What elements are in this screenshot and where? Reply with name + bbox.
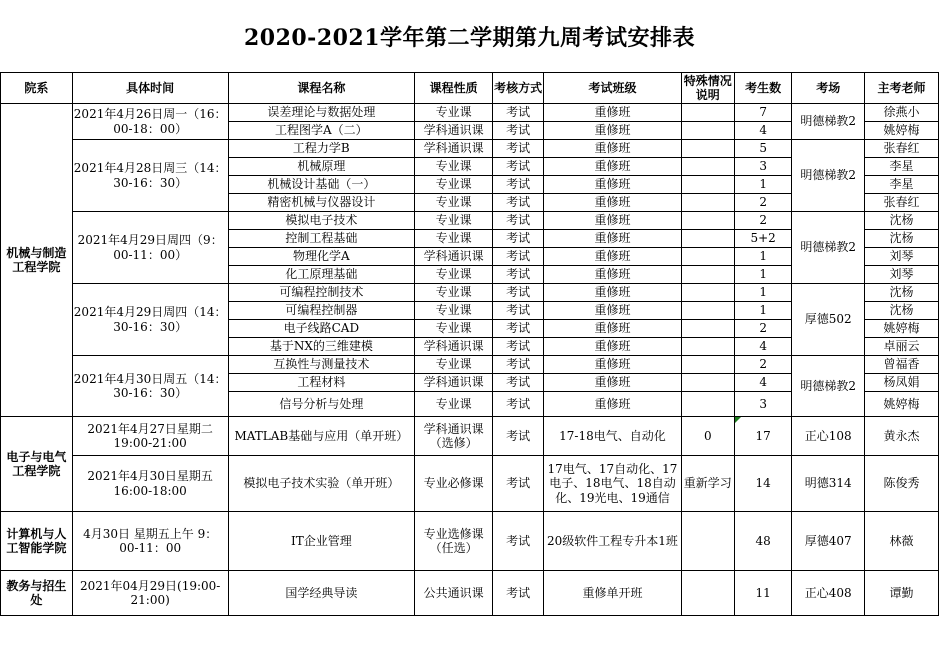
time-cell: 2021年04月29日(19:00-21:00) xyxy=(72,571,228,616)
time-cell: 2021年4月30日星期五 16:00-18:00 xyxy=(72,456,228,512)
nature-cell: 学科通识课（选修） xyxy=(415,417,493,456)
header-cell: 特殊情况说明 xyxy=(681,73,734,104)
teacher-cell: 姚婷梅 xyxy=(865,320,939,338)
nature-cell: 专业课 xyxy=(415,266,493,284)
time-cell: 2021年4月27日星期二 19:00-21:00 xyxy=(72,417,228,456)
teacher-cell: 姚婷梅 xyxy=(865,122,939,140)
note-cell xyxy=(681,212,734,230)
teacher-cell: 林薇 xyxy=(865,512,939,571)
method-cell: 考试 xyxy=(493,456,544,512)
note-cell xyxy=(681,302,734,320)
teacher-cell: 卓丽云 xyxy=(865,338,939,356)
class-cell: 重修单开班 xyxy=(544,571,681,616)
count-cell: 4 xyxy=(734,338,791,356)
class-cell: 重修班 xyxy=(544,158,681,176)
course-cell: 模拟电子技术 xyxy=(228,212,415,230)
teacher-cell: 李星 xyxy=(865,176,939,194)
count-cell: 2 xyxy=(734,320,791,338)
method-cell: 考试 xyxy=(493,320,544,338)
method-cell: 考试 xyxy=(493,122,544,140)
count-cell: 5+2 xyxy=(734,230,791,248)
method-cell: 考试 xyxy=(493,194,544,212)
time-cell: 2021年4月29日周四（9：00-11：00） xyxy=(72,212,228,284)
method-cell: 考试 xyxy=(493,374,544,392)
note-cell xyxy=(681,392,734,417)
room-cell: 厚德502 xyxy=(792,284,865,356)
count-cell: 2 xyxy=(734,194,791,212)
method-cell: 考试 xyxy=(493,248,544,266)
teacher-cell: 黄永杰 xyxy=(865,417,939,456)
method-cell: 考试 xyxy=(493,392,544,417)
method-cell: 考试 xyxy=(493,212,544,230)
dept-cell: 教务与招生处 xyxy=(1,571,73,616)
note-cell xyxy=(681,104,734,122)
method-cell: 考试 xyxy=(493,158,544,176)
course-cell: 控制工程基础 xyxy=(228,230,415,248)
header-cell: 课程名称 xyxy=(228,73,415,104)
table-row xyxy=(1,456,939,512)
class-cell: 重修班 xyxy=(544,122,681,140)
teacher-cell: 张春红 xyxy=(865,194,939,212)
course-cell: 基于NX的三维建模 xyxy=(228,338,415,356)
teacher-cell: 刘琴 xyxy=(865,266,939,284)
course-cell: 机械原理 xyxy=(228,158,415,176)
time-cell: 2021年4月29日周四（14：30-16：30） xyxy=(72,284,228,356)
header-row xyxy=(1,73,939,104)
class-cell: 重修班 xyxy=(544,266,681,284)
teacher-cell: 姚婷梅 xyxy=(865,392,939,417)
nature-cell: 专业选修课（任选） xyxy=(415,512,493,571)
count-cell: 3 xyxy=(734,158,791,176)
class-cell: 重修班 xyxy=(544,392,681,417)
nature-cell: 专业课 xyxy=(415,194,493,212)
count-cell: 1 xyxy=(734,284,791,302)
count-cell: 2 xyxy=(734,356,791,374)
course-cell: 可编程控制技术 xyxy=(228,284,415,302)
nature-cell: 专业必修课 xyxy=(415,456,493,512)
class-cell: 重修班 xyxy=(544,320,681,338)
dept-cell: 计算机与人工智能学院 xyxy=(1,512,73,571)
table-row xyxy=(1,356,939,374)
class-cell: 17电气、17自动化、17电子、18电气、18自动化、19光电、19通信 xyxy=(544,456,681,512)
count-cell: 14 xyxy=(734,456,791,512)
dept-cell: 机械与制造工程学院 xyxy=(1,104,73,417)
course-cell: 精密机械与仪器设计 xyxy=(228,194,415,212)
header-cell: 院系 xyxy=(1,73,73,104)
note-cell xyxy=(681,176,734,194)
table-row xyxy=(1,140,939,158)
class-cell: 重修班 xyxy=(544,374,681,392)
teacher-cell: 刘琴 xyxy=(865,248,939,266)
course-cell: 国学经典导读 xyxy=(228,571,415,616)
class-cell: 重修班 xyxy=(544,212,681,230)
course-cell: 可编程控制器 xyxy=(228,302,415,320)
count-cell: 7 xyxy=(734,104,791,122)
note-cell xyxy=(681,248,734,266)
count-cell: 1 xyxy=(734,266,791,284)
course-cell: 物理化学A xyxy=(228,248,415,266)
header-cell: 考试班级 xyxy=(544,73,681,104)
note-cell xyxy=(681,194,734,212)
count-cell: 4 xyxy=(734,374,791,392)
class-cell: 重修班 xyxy=(544,356,681,374)
course-cell: 模拟电子技术实验（单开班） xyxy=(228,456,415,512)
teacher-cell: 李星 xyxy=(865,158,939,176)
nature-cell: 专业课 xyxy=(415,212,493,230)
count-cell: 48 xyxy=(734,512,791,571)
class-cell: 重修班 xyxy=(544,338,681,356)
count-cell: 17 xyxy=(734,417,791,456)
nature-cell: 专业课 xyxy=(415,302,493,320)
room-cell: 明德314 xyxy=(792,456,865,512)
teacher-cell: 谭勤 xyxy=(865,571,939,616)
table-row xyxy=(1,104,939,122)
class-cell: 重修班 xyxy=(544,284,681,302)
course-cell: 工程力学B xyxy=(228,140,415,158)
method-cell: 考试 xyxy=(493,176,544,194)
course-cell: MATLAB基础与应用（单开班） xyxy=(228,417,415,456)
nature-cell: 专业课 xyxy=(415,230,493,248)
table-row xyxy=(1,512,939,571)
note-cell xyxy=(681,230,734,248)
header-cell: 课程性质 xyxy=(415,73,493,104)
method-cell: 考试 xyxy=(493,140,544,158)
method-cell: 考试 xyxy=(493,338,544,356)
nature-cell: 学科通识课 xyxy=(415,338,493,356)
room-cell: 厚德407 xyxy=(792,512,865,571)
table-row xyxy=(1,212,939,230)
note-cell xyxy=(681,266,734,284)
room-cell: 正心108 xyxy=(792,417,865,456)
teacher-cell: 沈杨 xyxy=(865,284,939,302)
course-cell: 电子线路CAD xyxy=(228,320,415,338)
class-cell: 重修班 xyxy=(544,140,681,158)
header-cell: 考场 xyxy=(792,73,865,104)
note-cell xyxy=(681,571,734,616)
header-cell: 主考老师 xyxy=(865,73,939,104)
teacher-cell: 沈杨 xyxy=(865,230,939,248)
count-cell: 1 xyxy=(734,176,791,194)
course-cell: 机械设计基础（一） xyxy=(228,176,415,194)
note-cell: 0 xyxy=(681,417,734,456)
method-cell: 考试 xyxy=(493,571,544,616)
teacher-cell: 沈杨 xyxy=(865,212,939,230)
method-cell: 考试 xyxy=(493,104,544,122)
nature-cell: 学科通识课 xyxy=(415,122,493,140)
table-row xyxy=(1,571,939,616)
time-cell: 2021年4月26日周一（16：00-18：00） xyxy=(72,104,228,140)
nature-cell: 专业课 xyxy=(415,356,493,374)
class-cell: 重修班 xyxy=(544,230,681,248)
method-cell: 考试 xyxy=(493,417,544,456)
class-cell: 重修班 xyxy=(544,104,681,122)
count-cell: 5 xyxy=(734,140,791,158)
method-cell: 考试 xyxy=(493,230,544,248)
course-cell: 化工原理基础 xyxy=(228,266,415,284)
course-cell: IT企业管理 xyxy=(228,512,415,571)
note-cell xyxy=(681,158,734,176)
count-cell: 3 xyxy=(734,392,791,417)
method-cell: 考试 xyxy=(493,512,544,571)
nature-cell: 学科通识课 xyxy=(415,248,493,266)
page-title: 2020-2021学年第二学期第九周考试安排表 xyxy=(243,24,696,51)
exam-table xyxy=(0,72,939,616)
time-cell: 2021年4月28日周三（14：30-16：30） xyxy=(72,140,228,212)
teacher-cell: 陈俊秀 xyxy=(865,456,939,512)
table-row xyxy=(1,417,939,456)
header-cell: 考生数 xyxy=(734,73,791,104)
room-cell: 明德梯教2 xyxy=(792,104,865,140)
nature-cell: 专业课 xyxy=(415,104,493,122)
teacher-cell: 曾福香 xyxy=(865,356,939,374)
method-cell: 考试 xyxy=(493,284,544,302)
nature-cell: 学科通识课 xyxy=(415,140,493,158)
course-cell: 误差理论与数据处理 xyxy=(228,104,415,122)
time-cell: 4月30日 星期五上午 9：00-11：00 xyxy=(72,512,228,571)
method-cell: 考试 xyxy=(493,302,544,320)
nature-cell: 学科通识课 xyxy=(415,374,493,392)
count-cell: 2 xyxy=(734,212,791,230)
teacher-cell: 张春红 xyxy=(865,140,939,158)
note-cell xyxy=(681,338,734,356)
count-cell: 11 xyxy=(734,571,791,616)
room-cell: 正心408 xyxy=(792,571,865,616)
count-cell: 4 xyxy=(734,122,791,140)
count-cell: 1 xyxy=(734,248,791,266)
class-cell: 17-18电气、自动化 xyxy=(544,417,681,456)
teacher-cell: 杨凤娟 xyxy=(865,374,939,392)
table-row xyxy=(1,284,939,302)
course-cell: 工程图学A（二） xyxy=(228,122,415,140)
course-cell: 工程材料 xyxy=(228,374,415,392)
class-cell: 20级软件工程专升本1班 xyxy=(544,512,681,571)
dept-cell: 电子与电气工程学院 xyxy=(1,417,73,512)
teacher-cell: 沈杨 xyxy=(865,302,939,320)
nature-cell: 专业课 xyxy=(415,320,493,338)
note-cell xyxy=(681,374,734,392)
course-cell: 互换性与测量技术 xyxy=(228,356,415,374)
nature-cell: 专业课 xyxy=(415,158,493,176)
nature-cell: 专业课 xyxy=(415,176,493,194)
room-cell: 明德梯教2 xyxy=(792,356,865,417)
class-cell: 重修班 xyxy=(544,194,681,212)
teacher-cell: 徐燕小 xyxy=(865,104,939,122)
note-cell: 重新学习 xyxy=(681,456,734,512)
class-cell: 重修班 xyxy=(544,176,681,194)
count-cell: 1 xyxy=(734,302,791,320)
nature-cell: 专业课 xyxy=(415,392,493,417)
header-cell: 考核方式 xyxy=(493,73,544,104)
note-cell xyxy=(681,122,734,140)
room-cell: 明德梯教2 xyxy=(792,140,865,212)
method-cell: 考试 xyxy=(493,266,544,284)
class-cell: 重修班 xyxy=(544,302,681,320)
header-cell: 具体时间 xyxy=(72,73,228,104)
nature-cell: 公共通识课 xyxy=(415,571,493,616)
class-cell: 重修班 xyxy=(544,248,681,266)
room-cell: 明德梯教2 xyxy=(792,212,865,284)
note-cell xyxy=(681,284,734,302)
note-cell xyxy=(681,356,734,374)
course-cell: 信号分析与处理 xyxy=(228,392,415,417)
nature-cell: 专业课 xyxy=(415,284,493,302)
note-cell xyxy=(681,512,734,571)
note-cell xyxy=(681,140,734,158)
note-cell xyxy=(681,320,734,338)
method-cell: 考试 xyxy=(493,356,544,374)
time-cell: 2021年4月30日周五（14：30-16：30） xyxy=(72,356,228,417)
